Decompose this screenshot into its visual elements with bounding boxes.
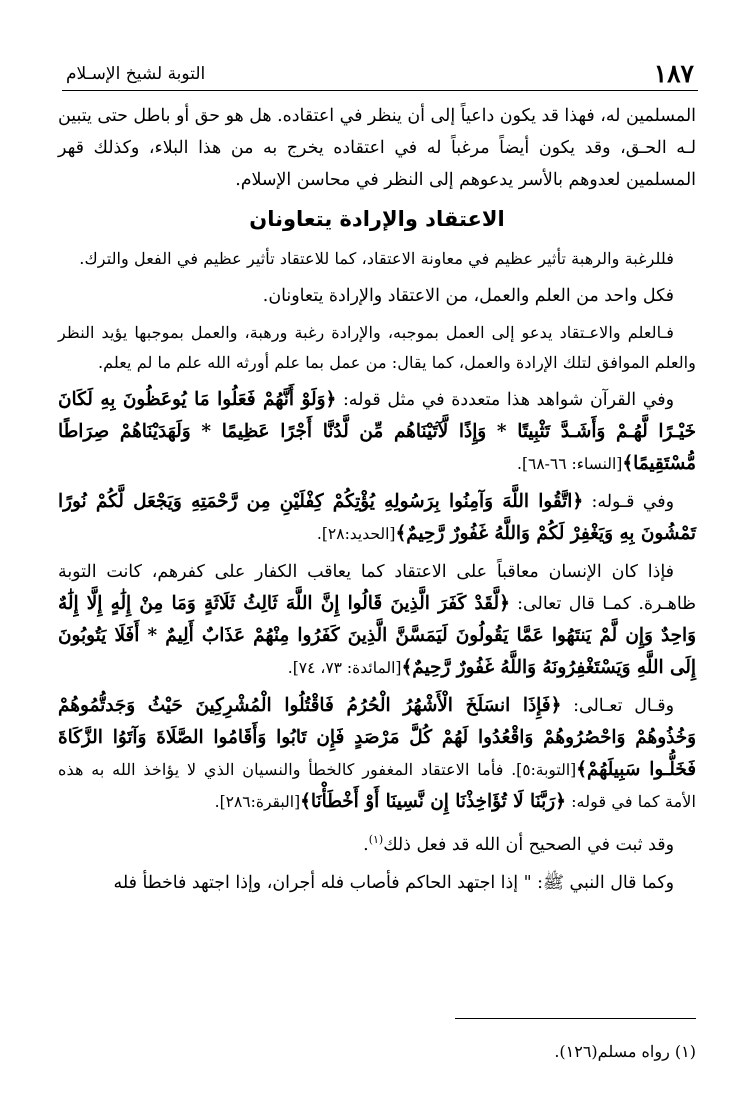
paragraph xyxy=(58,486,696,550)
paragraph-text: وفي القرآن شواهد هذا متعددة في مثل قوله: xyxy=(336,390,674,410)
section-heading: الاعتقاد والإرادة يتعاونان xyxy=(249,207,505,231)
quran-verse: ﴿فَإِذَا انسَلَخَ الْأَشْهُرُ الْحُرُمُ فَاقْتُلُوا الْمُشْرِكِينَ حَيْثُ وَجَدتُّمُوهُمْ وَخُذُوهُمْ وَاحْصُرُوهُمْ وَاقْعُدُوا لَهُمْ كُلَّ مَرْصَدٍ فَإِن تَابُوا وَأَقَامُوا الصَّلَاةَ وَآتَوُا الزَّكَاةَ فَخَلُّـوا سَبِيلَهُمْ﴾ xyxy=(58,695,696,780)
paragraph: فـالعلم والاعـتقاد يدعو إلى العمل بموجبه، والإرادة رغبة ورهبة، والعمل بموجبها يؤيد النظر والعلم الموافق لتلك الإرادة والعمل، كما يقال: من عمل بما علم أورثه الله علم ما لم يعلم. xyxy=(58,323,696,372)
verse-reference: [البقرة:٢٨٦]. xyxy=(214,793,301,811)
quran-verse: ﴿لَّقَدْ كَفَرَ الَّذِينَ قَالُوا إِنَّ اللَّهَ ثَالِثُ ثَلَاثَةٍ وَمَا مِنْ إِلَٰهٍ إِلَّا إِلَٰهٌ وَاحِدٌ وَإِن لَّمْ يَنتَهُوا عَمَّا يَقُولُونَ لَيَمَسَّنَّ الَّذِينَ كَفَرُوا مِنْهُمْ عَذَابٌ أَلِيمٌ * أَفَلَا يَتُوبُونَ إِلَى اللَّهِ وَيَسْتَغْفِرُونَهُ وَاللَّهُ غَفُورٌ رَّحِيمٌ﴾ xyxy=(58,593,696,678)
paragraph-text: . xyxy=(363,834,369,855)
paragraph xyxy=(58,690,696,818)
verse-reference: [النساء: ٦٦-٦٨]. xyxy=(517,455,623,473)
verse-reference: [المائدة: ٧٣، ٧٤]. xyxy=(287,659,402,677)
paragraph xyxy=(58,824,696,861)
quran-verse: ﴿رَبَّنَا لَا تُؤَاخِذْنَا إِن نَّسِينَا أَوْ أَخْطَأْنَا﴾ xyxy=(300,791,566,812)
paragraph: فللرغبة والرهبة تأثير عظيم في معاونة الاعتقاد، كما للاعتقاد تأثير عظيم في الفعل والترك. xyxy=(79,249,674,268)
quran-verse: ﴿وَلَوْ أَنَّهُمْ فَعَلُوا مَا يُوعَظُونَ بِهِ لَكَانَ خَيْـرًا لَّهُـمْ وَأَشَـدَّ تَثْبِيتًا * وَإِذًا لَّآتَيْنَاهُم مِّن لَّدُنَّا أَجْرًا عَظِيمًا * وَلَهَدَيْنَاهُمْ صِرَاطًا مُّسْتَقِيمًا﴾ xyxy=(58,389,696,474)
paragraph: فكل واحد من العلم والعمل، من الاعتقاد والإرادة يتعاونان. xyxy=(262,286,674,306)
page-number: ١٨٧ xyxy=(653,59,694,88)
paragraph-text: وقـال تعـالى: xyxy=(561,696,674,716)
footnote-marker: (١) xyxy=(368,833,384,846)
paragraph: وكما قال النبي ﷺ: " إذا اجتهد الحاكم فأصاب فله أجران، وإذا اجتهد فاخطأ فله xyxy=(113,872,674,893)
paragraph-text: فأما الاعتقاد المغفور كالخطأ والنسيان الذي لا يؤاخذ الله به هذه الأمة كما في قوله: xyxy=(58,760,696,811)
page-body xyxy=(58,100,696,905)
running-title: التوبة لشيخ الإسـلام xyxy=(66,64,206,84)
paragraph-text: وقد ثبت في الصحيح أن الله قد فعل ذلك xyxy=(383,834,674,855)
footnote-divider xyxy=(455,1018,696,1019)
quran-verse: ﴿اتَّقُوا اللَّهَ وَآمِنُوا بِرَسُولِهِ يُؤْتِكُمْ كِفْلَيْنِ مِن رَّحْمَتِهِ وَيَجْعَل لَّكُمْ نُورًا تَمْشُونَ بِهِ وَيَغْفِرْ لَكُمْ وَاللَّهُ غَفُورٌ رَّحِيمٌ﴾ xyxy=(58,491,696,544)
paragraph-text: فإذا كان الإنسان معاقباً على الاعتقاد كما يعاقب الكفار على كفرهم، كانت التوبة ظاهـرة. كمـا قال تعالى: xyxy=(58,562,696,614)
footnote: (١) رواه مسلم(١٢٦). xyxy=(554,1042,696,1061)
paragraph-text: وفي قـوله: xyxy=(583,492,675,512)
verse-reference: [الحديد:٢٨]. xyxy=(316,525,396,543)
paragraph: المسلمين له، فهذا قد يكون داعياً إلى أن ينظر في اعتقاده. هل هو حق أو باطل حتى يتبين لـه الحـق، وقد يكون أيضاً مرغباً له في اعتقاده يخرج به من هذا البلاء، وكذلك قهر المسلمين لعدوهم بالأسر يدعوهم إلى النظر في محاسن الإسلام. xyxy=(57,106,696,190)
paragraph xyxy=(58,556,696,684)
page-header xyxy=(62,58,698,91)
verse-reference: [التوبة:٥]. xyxy=(511,761,577,779)
paragraph xyxy=(58,384,696,480)
